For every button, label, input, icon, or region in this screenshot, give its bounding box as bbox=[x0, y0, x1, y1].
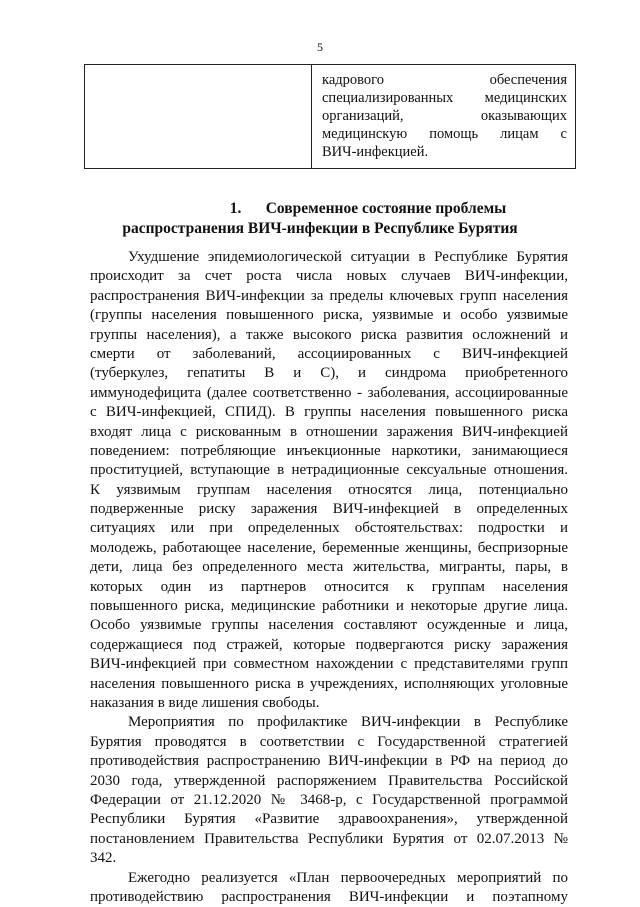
paragraph-line: противодействию распространения ВИЧ-инфекции и поэтапному bbox=[90, 888, 568, 907]
paragraph-line: Бурятия проводятся в соответствии с Государственной стратегией bbox=[90, 733, 568, 752]
paragraph-line: подверженные риску заражения ВИЧ-инфекцией в определенных bbox=[90, 500, 568, 519]
paragraph-line: распространения ВИЧ-инфекции за пределы ключевых групп населения bbox=[90, 287, 568, 306]
paragraph-line: Республики Бурятия «Развитие здравоохранения», утвержденной bbox=[90, 810, 568, 829]
continuation-table bbox=[84, 64, 576, 169]
paragraph-line: К уязвимым группам населения относятся лица, потенциально bbox=[90, 481, 568, 500]
paragraph-line: постановлением Правительства Республики Бурятия от 02.07.2013 № bbox=[90, 830, 568, 849]
paragraph-line: 2030 года, утвержденной распоряжением Правительства Российской bbox=[90, 772, 568, 791]
paragraph-line: иммунодефицита (далее соответственно - заболевания, ассоциированные bbox=[90, 384, 568, 403]
section-title-line-2: распространения ВИЧ-инфекции в Республике Бурятия bbox=[0, 219, 640, 239]
section-number: 1. bbox=[230, 199, 266, 219]
table-cell-line: организаций, оказывающих bbox=[322, 107, 567, 125]
paragraph bbox=[90, 869, 568, 907]
body-text bbox=[90, 248, 568, 907]
paragraph-line: Мероприятия по профилактике ВИЧ-инфекции в Республике bbox=[90, 713, 568, 732]
paragraph-line: Особо уязвимые группы населения составляют осужденные и лица, bbox=[90, 616, 568, 635]
section-heading-line-1 bbox=[0, 199, 640, 219]
paragraph-line: происходит за счет роста числа новых случаев ВИЧ-инфекции, bbox=[90, 267, 568, 286]
paragraph-line: молодежь, работающее население, беременные женщины, беспризорные bbox=[90, 539, 568, 558]
page-number: 5 bbox=[0, 40, 640, 55]
paragraph-line: населения повышенного риска в учреждениях, исполняющих уголовные bbox=[90, 675, 568, 694]
paragraph-line: группы населения), а также высокого риска развития осложнений и bbox=[90, 326, 568, 345]
table-row bbox=[85, 65, 576, 169]
paragraph-line: Федерации от 21.12.2020 № 3468-р, с Государственной программой bbox=[90, 791, 568, 810]
table-cell-line: медицинскую помощь лицам с bbox=[322, 125, 567, 143]
table-cell-line: специализированных медицинских bbox=[322, 89, 567, 107]
table-cell-left bbox=[85, 65, 312, 169]
paragraph-line: Ежегодно реализуется «План первоочередных мероприятий по bbox=[90, 869, 568, 888]
table-cell-line: кадрового обеспечения bbox=[322, 71, 567, 89]
paragraph-line: проституцией, вступающие в нетрадиционные сексуальные отношения. bbox=[90, 461, 568, 480]
paragraph-line: противодействия распространению ВИЧ-инфекции в РФ на период до bbox=[90, 752, 568, 771]
table-cell-line: ВИЧ-инфекцией. bbox=[322, 143, 567, 161]
paragraph-line: дети, лица без определенного места жительства, мигранты, пары, в bbox=[90, 558, 568, 577]
paragraph-line: которых один из партнеров относится к группам населения bbox=[90, 578, 568, 597]
paragraph-line: (туберкулез, гепатиты В и С), и синдрома приобретенного bbox=[90, 364, 568, 383]
paragraph-line: смерти от заболеваний, ассоциированных с ВИЧ-инфекцией bbox=[90, 345, 568, 364]
paragraph-line: Ухудшение эпидемиологической ситуации в Республике Бурятия bbox=[90, 248, 568, 267]
paragraph-line: входят лица с рискованным в отношении заражения ВИЧ-инфекцией bbox=[90, 423, 568, 442]
paragraph-line: наказания в виде лишения свободы. bbox=[90, 694, 568, 713]
section-title-line-1: Современное состояние проблемы bbox=[266, 200, 507, 217]
paragraph-line: содержащиеся под стражей, которые подвергаются риску заражения bbox=[90, 636, 568, 655]
paragraph-line: (группы населения повышенного риска, уязвимые и особо уязвимые bbox=[90, 306, 568, 325]
paragraph-line: ситуациях или при определенных обстоятельствах: подростки и bbox=[90, 519, 568, 538]
paragraph bbox=[90, 713, 568, 868]
paragraph-line: ВИЧ-инфекцией при совместном нахождении с представителями групп bbox=[90, 655, 568, 674]
table-cell-right bbox=[312, 65, 576, 169]
paragraph-line: 342. bbox=[90, 849, 568, 868]
paragraph-line: повышенного риска, медицинские работники и некоторые другие лица. bbox=[90, 597, 568, 616]
section-heading bbox=[0, 199, 640, 239]
table-cell-text bbox=[312, 65, 575, 161]
paragraph-line: поведением: потребляющие инъекционные наркотики, занимающиеся bbox=[90, 442, 568, 461]
paragraph bbox=[90, 248, 568, 713]
paragraph-line: с ВИЧ-инфекцией, СПИД). В группы населения повышенного риска bbox=[90, 403, 568, 422]
